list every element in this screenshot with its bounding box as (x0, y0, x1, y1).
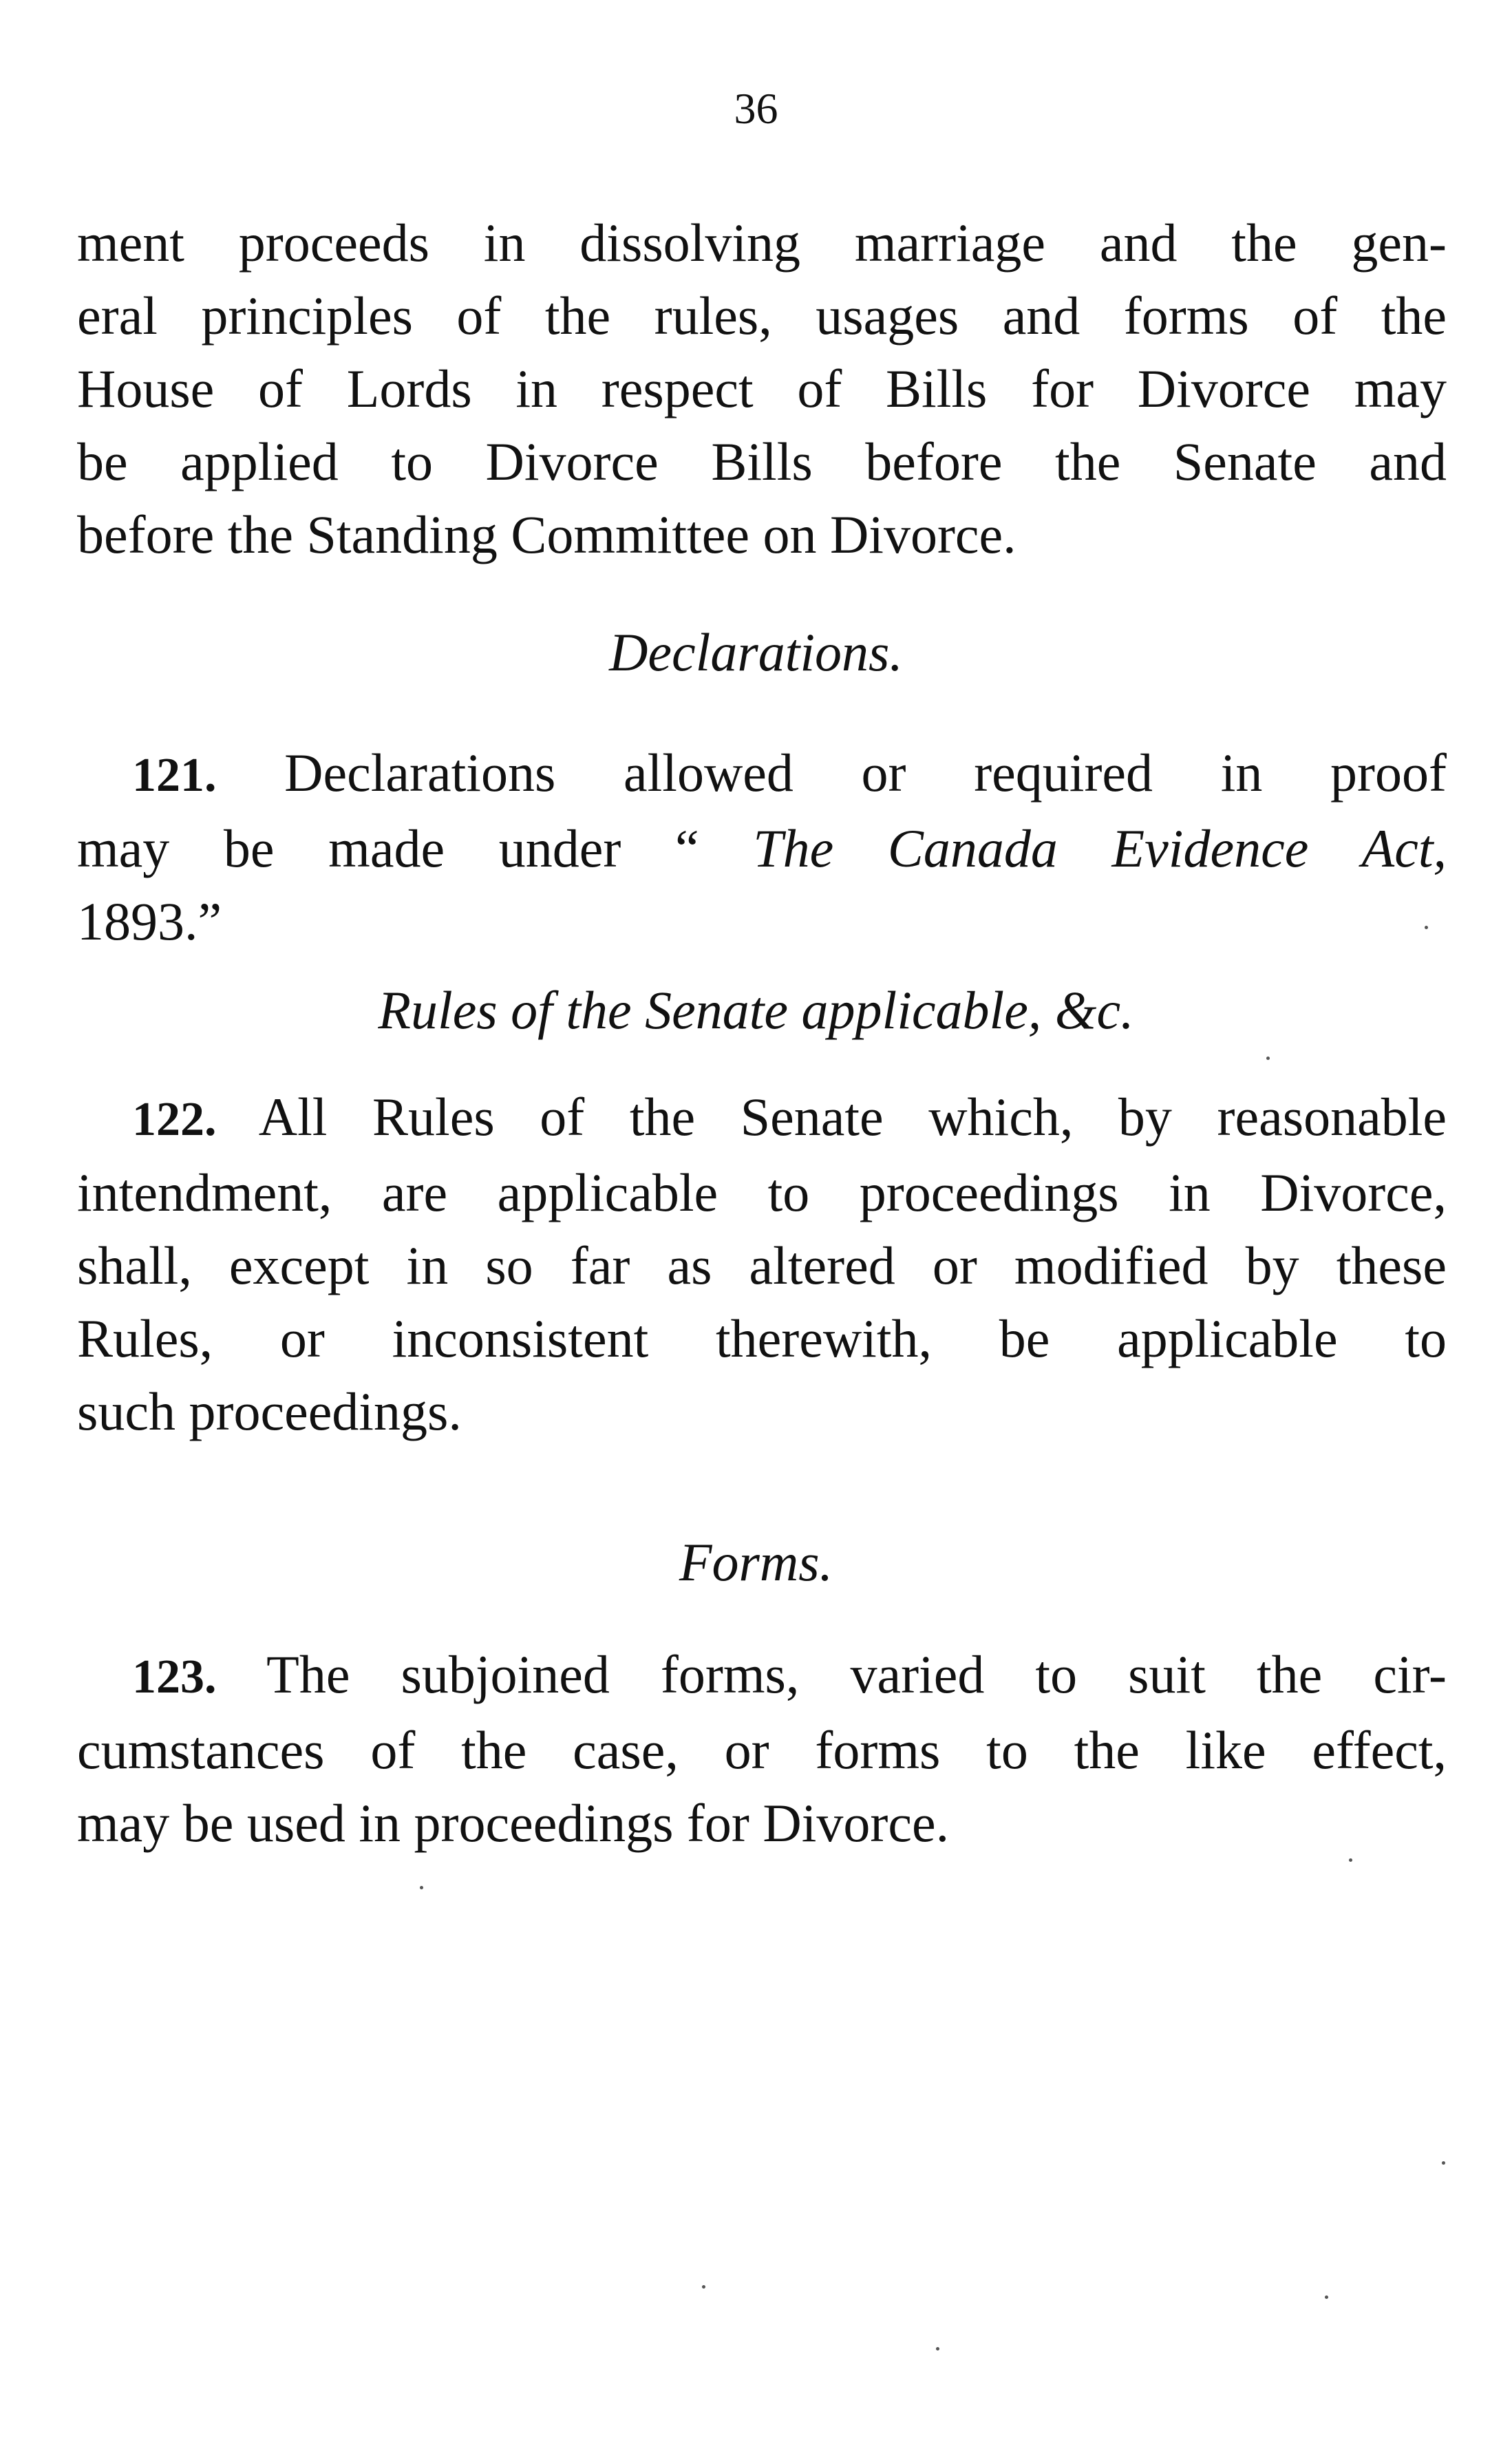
scan-speck (1325, 2295, 1328, 2299)
scan-speck (1442, 2161, 1445, 2165)
paragraph-line: ment proceeds in dissolving marriage and the gen- (77, 213, 1447, 273)
act-title: The Canada Evidence Act, (753, 818, 1447, 878)
scan-speck (1266, 1057, 1270, 1060)
section-number: 123. (132, 1651, 217, 1704)
continued-paragraph (77, 206, 1447, 571)
scan-speck (936, 2347, 939, 2351)
section-122-line: such proceedings. (77, 1381, 462, 1441)
scan-speck (702, 2285, 705, 2289)
section-122-line (77, 1081, 1447, 1156)
paragraph-line: eral principles of the rules, usages and forms of the (77, 286, 1447, 346)
section-122-line: Rules, or inconsistent therewith, be applicable to (77, 1308, 1447, 1368)
section-123 (77, 1638, 1447, 1860)
heading-declarations: Declarations. (609, 622, 903, 682)
scan-speck (420, 1886, 423, 1889)
paragraph-line: be applied to Divorce Bills before the Senate and (77, 432, 1447, 491)
heading-forms: Forms. (679, 1532, 833, 1592)
section-number: 122. (132, 1093, 217, 1146)
opening-quote: “ (674, 818, 699, 878)
section-122-line: shall, except in so far as altered or modified by these (77, 1235, 1447, 1295)
section-121 (77, 736, 1447, 958)
paragraph-line: before the Standing Committee on Divorce. (77, 505, 1016, 564)
section-text: All Rules of the Senate which, by reasonable (258, 1087, 1447, 1147)
section-text: The subjoined forms, varied to suit the cir- (266, 1644, 1447, 1704)
section-121-line: 1893.” (77, 891, 222, 951)
section-122-line: intendment, are applicable to proceedings in Divorce, (77, 1163, 1447, 1222)
section-122 (77, 1081, 1447, 1448)
heading-rules: Rules of the Senate applicable, &c. (378, 980, 1134, 1040)
section-123-line: cumstances of the case, or forms to the like effect, (77, 1720, 1447, 1780)
section-text: may be made under (77, 818, 621, 878)
paragraph-line: House of Lords in respect of Bills for Divorce may (77, 359, 1447, 418)
section-123-line (77, 1638, 1447, 1714)
section-121-line (77, 736, 1447, 812)
scan-speck (1349, 1858, 1352, 1862)
section-123-line: may be used in proceedings for Divorce. (77, 1793, 950, 1853)
scan-speck (1425, 926, 1428, 929)
section-121-line (77, 812, 1447, 885)
section-number: 121. (132, 749, 217, 802)
page-number: 36 (734, 84, 778, 133)
section-text: Declarations allowed or required in proof (284, 743, 1447, 803)
